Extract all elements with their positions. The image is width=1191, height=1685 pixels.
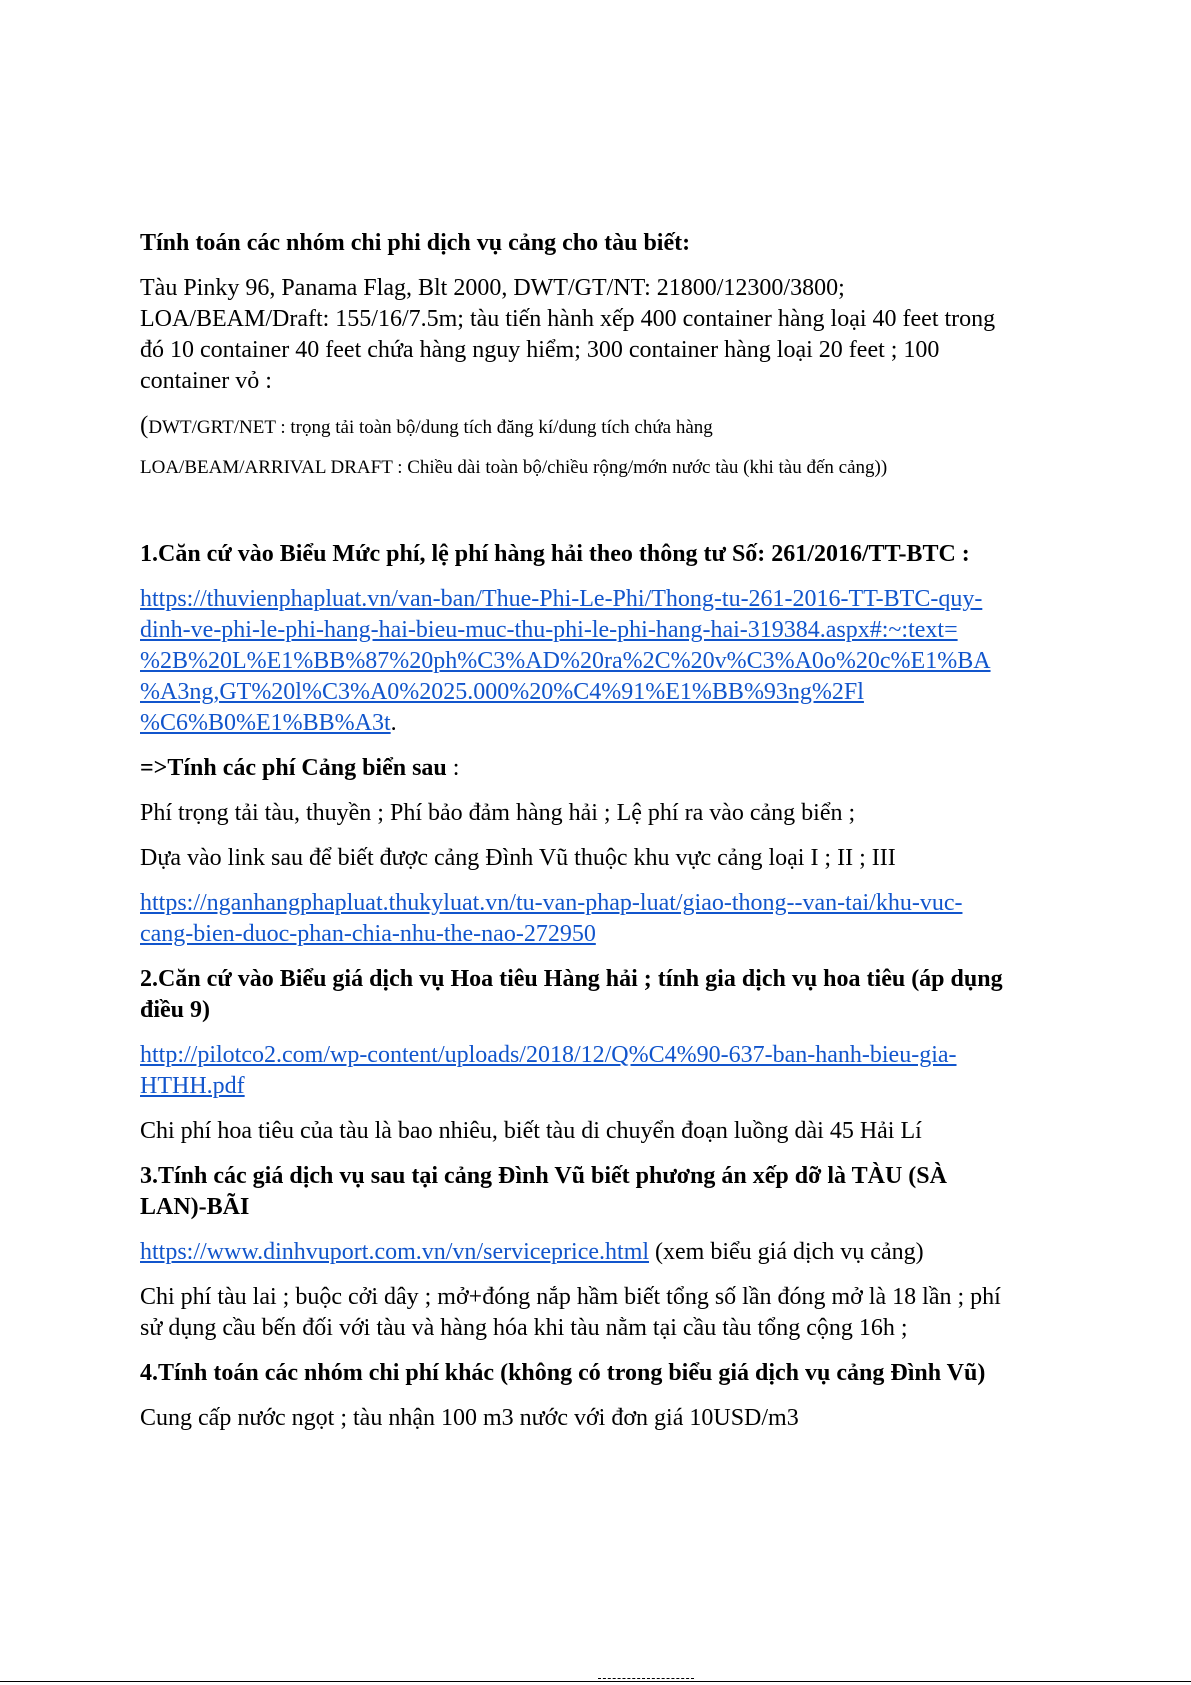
page-bottom-rule <box>0 1681 1191 1682</box>
link-line-1: https://thuvienphapluat.vn/van-ban/Thue-Phi-Le-Phi/Thong-tu-261-2016-TT-BTC-quy- <box>140 586 983 612</box>
calc-instruction <box>140 753 1060 784</box>
open-paren: ( <box>140 412 149 439</box>
service-price-suffix: (xem biểu giá dịch vụ cảng) <box>649 1239 924 1265</box>
intro-line-1: Tàu Pinky 96, Panama Flag, Blt 2000, DWT/GT/NT: 21800/12300/3800; <box>140 275 845 301</box>
section-3-heading <box>140 1161 1060 1223</box>
section-2-heading-line-2: điều 9) <box>140 997 211 1023</box>
section-2-heading <box>140 964 1060 1026</box>
link-line-5: %C6%B0%E1%BB%A3t <box>140 710 391 736</box>
dinhvu-service-price-link[interactable]: https://www.dinhvuport.com.vn/vn/serviceprice.html <box>140 1239 650 1265</box>
section-3-heading-line-2: LAN)-BÃI <box>140 1194 250 1220</box>
intro-line-4: container vỏ : <box>140 368 272 394</box>
area-link-line-2: cang-bien-duoc-phan-chia-nhu-the-nao-272950 <box>140 921 596 947</box>
pilot-question: Chi phí hoa tiêu của tàu là bao nhiêu, biết tàu di chuyển đoạn luồng dài 45 Hải Lí <box>140 1118 922 1144</box>
section-4-heading: 4.Tính toán các nhóm chi phí khác (không có trong biểu giá dịch vụ cảng Đình Vũ) <box>140 1360 986 1386</box>
section-3-text <box>140 1282 1060 1344</box>
fee-list: Phí trọng tải tàu, thuyền ; Phí bảo đảm hàng hải ; Lệ phí ra vào cảng biển ; <box>140 800 856 826</box>
section-1-heading: 1.Căn cứ vào Biểu Mức phí, lệ phí hàng hải theo thông tư Số: 261/2016/TT-BTC : <box>140 541 970 567</box>
intro-paragraph <box>140 273 1060 397</box>
section-3-text-line-2: sử dụng cầu bến đối với tàu và hàng hóa khi tàu nằm tại cầu tàu tổng cộng 16h ; <box>140 1315 908 1341</box>
section-2-heading-line-1: 2.Căn cứ vào Biểu giá dịch vụ Hoa tiêu Hàng hải ; tính gia dịch vụ hoa tiêu (áp dụng <box>140 966 1003 992</box>
port-area-text: Dựa vào link sau để biết được cảng Đình Vũ thuộc khu vực cảng loại I ; II ; III <box>140 845 896 871</box>
intro-line-2: LOA/BEAM/Draft: 155/16/7.5m; tàu tiến hành xếp 400 container hàng loại 40 feet trong <box>140 306 996 332</box>
area-link-line-1: https://nganhangphapluat.thukyluat.vn/tu-van-phap-luat/giao-thong--van-tai/khu-vuc- <box>140 890 963 916</box>
document-page <box>140 228 1060 1448</box>
section-3-text-line-1: Chi phí tàu lai ; buộc cởi dây ; mở+đóng nắp hầm biết tổng số lần đóng mở là 18 lần ; phí <box>140 1284 1001 1310</box>
link-period: . <box>390 710 397 736</box>
note-line-1: DWT/GRT/NET : trọng tải toàn bộ/dung tích đăng kí/dung tích chứa hàng <box>148 417 713 438</box>
abbreviation-note-2: LOA/BEAM/ARRIVAL DRAFT : Chiều dài toàn bộ/chiều rộng/mớn nước tàu (khi tàu đến cảng)) <box>140 457 888 478</box>
pilot-link-block <box>140 1040 1060 1102</box>
link-line-2: dinh-ve-phi-le-phi-hang-hai-bieu-muc-thu-phi-le-phi-hang-hai-319384.aspx#:~:text= <box>140 617 958 643</box>
intro-line-3: đó 10 container 40 feet chứa hàng nguy hiểm; 300 container hàng loại 20 feet ; 100 <box>140 337 940 363</box>
page-bottom-mark <box>598 1678 694 1683</box>
pilot-link-line-2: HTHH.pdf <box>140 1073 245 1099</box>
service-price-line <box>140 1237 1060 1268</box>
section-1-link-block <box>140 584 1060 739</box>
pilot-price-link[interactable] <box>140 1042 957 1099</box>
circular-261-link[interactable] <box>140 586 991 736</box>
port-area-link-block <box>140 888 1060 950</box>
calc-instruction-rest: : <box>446 755 460 781</box>
spacer <box>140 499 1060 539</box>
section-4-text: Cung cấp nước ngọt ; tàu nhận 100 m3 nước với đơn giá 10USD/m3 <box>140 1405 799 1431</box>
section-3-heading-line-1: 3.Tính các giá dịch vụ sau tại cảng Đình Vũ biết phương án xếp dỡ là TÀU (SÀ <box>140 1163 947 1189</box>
pilot-link-line-1: http://pilotco2.com/wp-content/uploads/2018/12/Q%C4%90-637-ban-hanh-bieu-gia- <box>140 1042 957 1068</box>
link-line-4: %A3ng,GT%20l%C3%A0%2025.000%20%C4%91%E1%BB%93ng%2Fl <box>140 679 864 705</box>
calc-instruction-bold: =>Tính các phí Cảng biển sau <box>140 755 447 781</box>
document-title: Tính toán các nhóm chi phi dịch vụ cảng cho tàu biết: <box>140 230 691 256</box>
abbreviation-note-1 <box>140 413 1060 441</box>
link-line-3: %2B%20L%E1%BB%87%20ph%C3%AD%20ra%2C%20v%C3%A0o%20c%E1%BA <box>140 648 991 674</box>
port-area-link[interactable] <box>140 890 962 947</box>
